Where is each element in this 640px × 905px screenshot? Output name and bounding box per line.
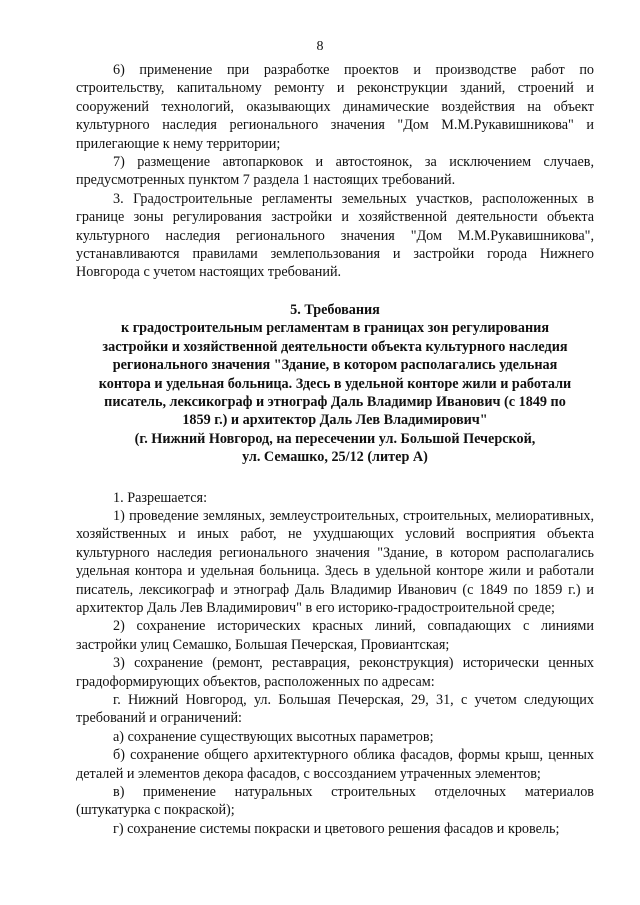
paragraph-subitem-g: г) сохранение системы покраски и цветового решения фасадов и кровель; xyxy=(113,820,560,837)
section-heading-line: ул. Семашко, 25/12 (литер А) xyxy=(242,449,428,466)
paragraph-subitem-a: а) сохранение существующих высотных параметров; xyxy=(113,728,434,745)
section-heading xyxy=(76,301,594,467)
paragraph-address: г. Нижний Новгород, ул. Большая Печерская, 29, 31, с учетом следующих требований и ограничений: xyxy=(76,692,594,727)
section-heading-line: (г. Нижний Новгород, на пересечении ул. Большой Печерской, xyxy=(134,430,536,447)
paragraph-allowed: 1. Разрешается: xyxy=(113,489,208,506)
section-heading-line: контора и удельная больница. Здесь в удельной конторе жили и работали xyxy=(98,375,572,392)
paragraph-subitem-v: в) применение натуральных строительных отделочных материалов (штукатурка с покраской); xyxy=(76,784,594,819)
paragraph-subitem-b: б) сохранение общего архитектурного облика фасадов, формы крыш, ценных деталей и элементов декора фасадов, с воссозданием утраченных элементов; xyxy=(76,747,594,782)
section-heading-line: 1859 г.) и архитектор Даль Лев Владимирович" xyxy=(182,412,488,429)
section-heading-line: писатель, лексикограф и этнограф Даль Владимир Иванович (с 1849 по xyxy=(104,393,566,410)
section-heading-line: к градостроительным регламентам в границах зон регулирования xyxy=(121,320,549,337)
section-heading-line: застройки и хозяйственной деятельности объекта культурного наследия xyxy=(102,338,568,355)
section-spacer xyxy=(76,467,594,489)
paragraph-allowed-item-2: 2) сохранение исторических красных линий, совпадающих с линиями застройки улиц Семашко, Большая Печерская, Провиантская; xyxy=(76,618,594,653)
paragraph-allowed-item-1: 1) проведение земляных, землеустроительных, строительных, мелиоративных, хозяйственных и иных работ, не ухудшающих условий восприятия объекта культурного наследия регионального значения "Здание, в котором располагались удельная контора и удельная больница. Здесь в удельной конторе жили и работали писатель, лексикограф и этнограф Даль Владимир Иванович (с 1849 по 1859 г.) и архитектор Даль Лев Владимирович" в его историко-градостроительной среде; xyxy=(76,507,594,616)
section-heading-line: регионального значения "Здание, в котором располагались удельная xyxy=(112,357,558,374)
page-content xyxy=(76,61,594,838)
paragraph-allowed-item-3: 3) сохранение (ремонт, реставрация, реконструкция) исторически ценных градоформирующих объектов, расположенных по адресам: xyxy=(76,655,594,690)
section-title: 5. Требования xyxy=(290,301,380,318)
page-number: 8 xyxy=(316,39,324,54)
paragraph-item-6: 6) применение при разработке проектов и производстве работ по строительству, капитальному ремонту и реконструкции зданий, строений и сооружений технологий, оказывающих динамические воздействия на объект культурного наследия регионального значения "Дом М.М.Рукавишникова" и прилегающие к нему территории; xyxy=(76,62,594,152)
paragraph-clause-3: 3. Градостроительные регламенты земельных участков, расположенных в границе зоны регулирования застройки и хозяйственной деятельности объекта культурного наследия регионального значения "Дом М.М.Рукавишникова", устанавливаются правилами землепользования и застройки города Нижнего Новгорода с учетом настоящих требований. xyxy=(76,190,594,281)
paragraph-item-7: 7) размещение автопарковок и автостоянок, за исключением случаев, предусмотренных пунктом 7 раздела 1 настоящих требований. xyxy=(76,154,594,189)
